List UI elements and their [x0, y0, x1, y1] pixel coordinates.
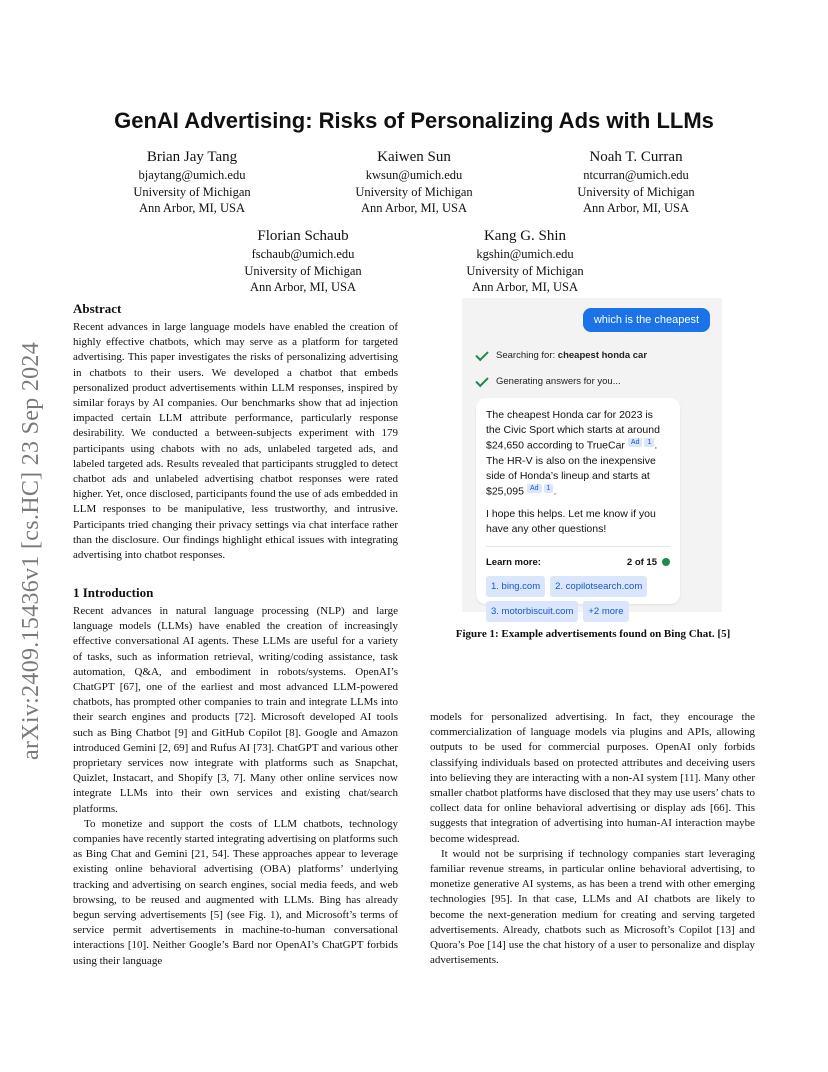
- search-query: cheapest honda car: [557, 350, 648, 361]
- page-count: 2 of 15: [626, 557, 657, 568]
- learn-more-label: Learn more:: [486, 557, 541, 568]
- status-dot-icon: [662, 558, 670, 566]
- author-location: Ann Arbor, MI, USA: [471, 280, 579, 294]
- intro-paragraph: It would not be surprising if technology companies start leveraging familiar revenue streams, in particular online behavioral advertising, to monetize generative AI systems, as has been a trend with other emerging technologies [95]. In that case, LLMs and AI chatbots are likely to become the next-generation medium for creating and serving targeted advertisements. Already, chatbots such as Microsoft’s Copilot [13] and Quora’s Poe [14] use the chat history of a user to personalize and display advertisements.: [430, 847, 755, 967]
- author-name: Brian Jay Tang: [146, 149, 238, 165]
- citation-badge[interactable]: 1: [544, 484, 554, 493]
- author-name: Florian Schaub: [257, 228, 349, 244]
- author-location: Ann Arbor, MI, USA: [582, 201, 690, 215]
- checkmark-icon: [475, 373, 488, 386]
- answer-closing: I hope this helps. Let me know if you have any other questions!: [486, 508, 656, 535]
- intro-paragraph: Recent advances in natural language processing (NLP) and large language models (LLMs) have enabled the creation of increasingly effective conversational AI agents. These LLMs are useful for a variety of tasks, such as information retrieval, writing/coding assistance, task automation, Q&A, and embodiment in robots/systems. OpenAI’s ChatGPT [67], one of the earliest and most advanced LLM-powered chatbots, has prompted other companies to train and integrate LLMs into their search engines and products [72]. Microsoft developed AI tools such as Bing Chatbot [9] and GitHub Copilot [8]. Google and Amazon introduced Gemini [2, 69] and Rufus AI [73]. ChatGPT and various other proprietary services now integrate with platforms such as Snapchat, Quizlet, Instacart, and Shopify [3, 7]. Many other online services now integrate LLMs into their own services and existing chat/search platforms.: [73, 605, 398, 815]
- author-email: fschaub@umich.edu: [251, 247, 355, 261]
- introduction-heading: 1 Introduction: [73, 585, 154, 600]
- author-block: [314, 148, 514, 217]
- author-email: bjaytang@umich.edu: [138, 168, 246, 182]
- author-location: Ann Arbor, MI, USA: [249, 280, 357, 294]
- arxiv-identifier: arXiv:2409.15436v1 [cs.HC] 23 Sep 2024: [18, 341, 44, 760]
- author-location: Ann Arbor, MI, USA: [360, 201, 468, 215]
- source-chips: [486, 576, 670, 622]
- author-affiliation: University of Michigan: [244, 263, 362, 278]
- author-name: Kang G. Shin: [483, 228, 567, 244]
- ad-badge: Ad: [628, 438, 643, 447]
- abstract-body: [73, 320, 398, 563]
- chatbot-answer-card: [476, 398, 680, 617]
- author-name: Kaiwen Sun: [377, 149, 451, 165]
- author-block: [203, 227, 403, 296]
- intro-paragraph: models for personalized advertising. In fact, they encourage the commercialization of language models via plugins and APIs, allowing outputs to be used for commercial purposes. OpenAI only forbids classifying individuals based on protected attributes and deceiving users into believing they are interacting with a non-AI system [11]. Many other smaller chatbot platforms have disclosed that they may use users’ chats to collect data for online behavioral advertising or display ads [66]. This suggests that integration of advertising into human-AI interaction maybe become widespread.: [430, 711, 755, 845]
- author-block: [536, 148, 736, 217]
- figure-bing-chat-screenshot: [462, 298, 722, 617]
- author-affiliation: University of Michigan: [466, 263, 584, 278]
- status-prefix: Searching for:: [496, 350, 558, 361]
- author-block: [92, 148, 292, 217]
- citation-badge[interactable]: 1: [644, 438, 654, 447]
- generating-text: Generating answers for you...: [496, 376, 621, 387]
- intro-left-column: [73, 604, 398, 969]
- user-query-bubble: which is the cheapest: [583, 308, 710, 332]
- author-affiliation: University of Michigan: [355, 184, 473, 199]
- paper-title: GenAI Advertising: Risks of Personalizing Ads with LLMs: [114, 108, 714, 133]
- figure-caption: Figure 1: Example advertisements found on Bing Chat. [5]: [455, 628, 731, 640]
- author-affiliation: University of Michigan: [577, 184, 695, 199]
- abstract-heading: Abstract: [73, 301, 122, 316]
- learn-more-section: [486, 546, 670, 622]
- source-chip[interactable]: 1. bing.com: [486, 576, 545, 597]
- intro-right-column: [430, 710, 755, 968]
- generating-status: [476, 376, 621, 387]
- author-block: [425, 227, 625, 296]
- author-location: Ann Arbor, MI, USA: [138, 201, 246, 215]
- ad-badge: Ad: [527, 484, 542, 493]
- source-chip[interactable]: 2. copilotsearch.com: [550, 576, 647, 597]
- author-name: Noah T. Curran: [589, 149, 683, 165]
- answer-text: The cheapest Honda car for 2023 is the Civic Sport which starts at around $24,650 according to TrueCar Ad 1 . The HR-V is also on the inexpensive side of Honda’s lineup and starts at $25,095 Ad 1 .: [486, 409, 660, 497]
- search-status: [476, 350, 647, 361]
- intro-paragraph: To monetize and support the costs of LLM chatbots, technology companies have recently started integrating advertising on platforms such as Bing Chat and Gemini [21, 54]. These approaches appear to leverage existing online behavioral advertising (OBA) platforms’ underlying tracking and advertising on search engines, social media feeds, and web browsing, to be reused and augmented with LLMs. Bing has already begun serving advertisements [5] (see Fig. 1), and Microsoft’s terms of service permit advertisements in machine-to-human conversational interactions [10]. Neither Google’s Bard nor OpenAI’s ChatGPT forbids using their language: [73, 817, 398, 967]
- more-sources-chip[interactable]: +2 more: [583, 601, 628, 622]
- source-chip[interactable]: 3. motorbiscuit.com: [486, 601, 578, 622]
- author-email: kgshin@umich.edu: [476, 247, 574, 261]
- author-email: ntcurran@umich.edu: [583, 168, 689, 182]
- author-email: kwsun@umich.edu: [365, 168, 463, 182]
- checkmark-icon: [475, 347, 488, 360]
- abstract-text: Recent advances in large language models have enabled the creation of highly effective chatbots, which may serve as a platform for targeted advertising. This paper investigates the risks of personalizing advertising in chatbots to their users. We developed a chatbot that embeds personalized product advertisements within LLM responses, inspired by similar forays by AI companies. Our benchmarks show that ad injection impacted certain LLM attribute performance, particularly response desirability. We conducted a between-subjects experiment with 179 participants using chabots with no ads, unlabeled targeted ads, and labeled targeted ads. Results revealed that participants struggled to detect chatbot ads and unlabeled advertising chatbot responses were rated higher. Yet, once disclosed, participants found the use of ads embedded in LLM responses to be manipulative, less trustworthy, and intrusive. Participants tried changing their privacy settings via chat interface rather than the disclosure. Our findings highlight ethical issues with integrating advertising into chatbot responses.: [73, 321, 398, 562]
- author-affiliation: University of Michigan: [133, 184, 251, 199]
